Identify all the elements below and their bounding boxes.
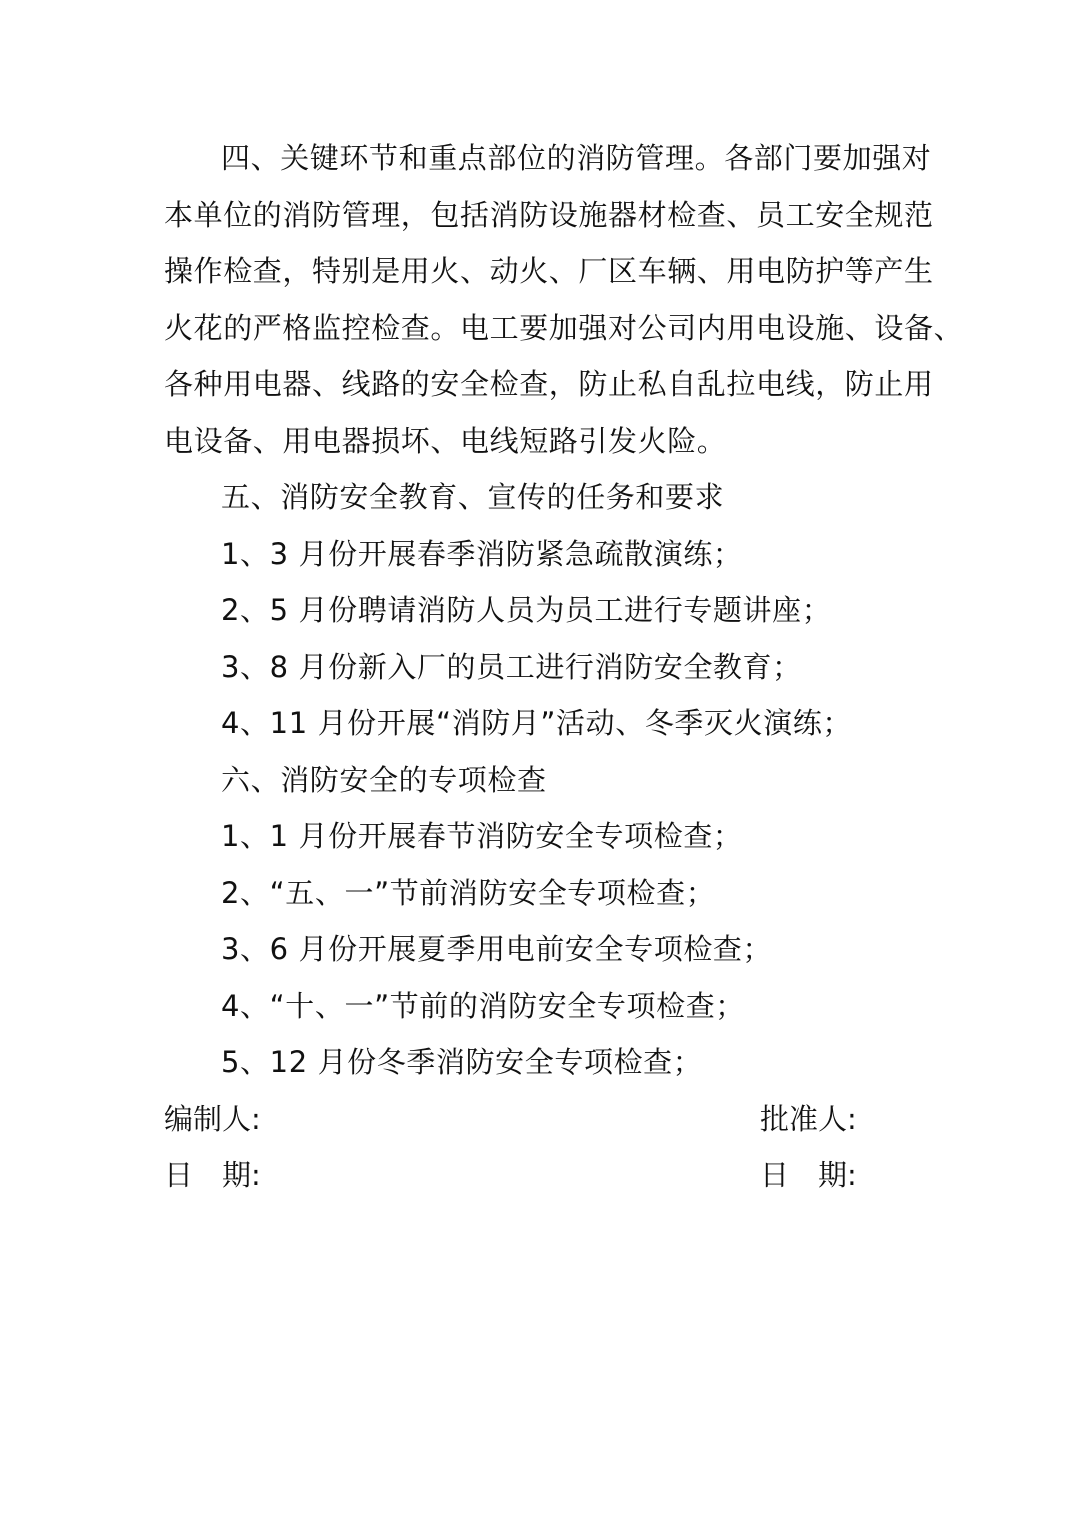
document-body [164,130,964,1204]
date-right-label: 日 期: [760,1158,857,1192]
prepared-by-label: 编制人: [164,1101,261,1136]
section-5-item: 2、5 月份聘请消防人员为员工进行专题讲座； [221,593,832,627]
section-6-item: 4、“十、一”节前的消防安全专项检查； [221,988,745,1023]
section-5-item: 4、11 月份开展“消防月”活动、冬季灭火演练； [221,706,853,740]
signature-row-names [164,1091,924,1148]
section-4-paragraph [164,130,964,469]
section-5-item: 1、3 月份开展春季消防紧急疏散演练； [221,536,743,571]
date-left-label: 日 期: [164,1158,261,1192]
section-5-heading: 五、消防安全教育、宣传的任务和要求 [221,480,725,514]
section-4-line-3: 操作检查，特别是用火、动火、厂区车辆、用电防护等产生 [164,254,934,288]
section-6-heading: 六、消防安全的专项检查 [221,762,547,797]
approved-by-label: 批准人: [760,1101,857,1136]
signature-row-dates [164,1147,924,1204]
section-4-line-4: 火花的严格监控检查。电工要加强对公司内用电设施、设备、 [164,310,964,345]
section-5-item: 3、8 月份新入厂的员工进行消防安全教育； [221,649,802,684]
section-6-item: 3、6 月份开展夏季用电前安全专项检查； [221,932,773,966]
section-4-line-5: 各种用电器、线路的安全检查，防止私自乱拉电线，防止用 [164,367,934,401]
section-6-item: 2、“五、一”节前消防安全专项检查； [221,875,716,910]
section-4-line-6: 电设备、用电器损坏、电线短路引发火险。 [164,423,727,458]
section-4-line-2: 本单位的消防管理，包括消防设施器材检查、员工安全规范 [164,197,934,232]
section-6-item: 1、1 月份开展春节消防安全专项检查； [221,819,743,853]
section-6-item: 5、12 月份冬季消防安全专项检查； [221,1045,703,1079]
section-4-line-1: 四、关键环节和重点部位的消防管理。各部门要加强对 [221,141,932,175]
